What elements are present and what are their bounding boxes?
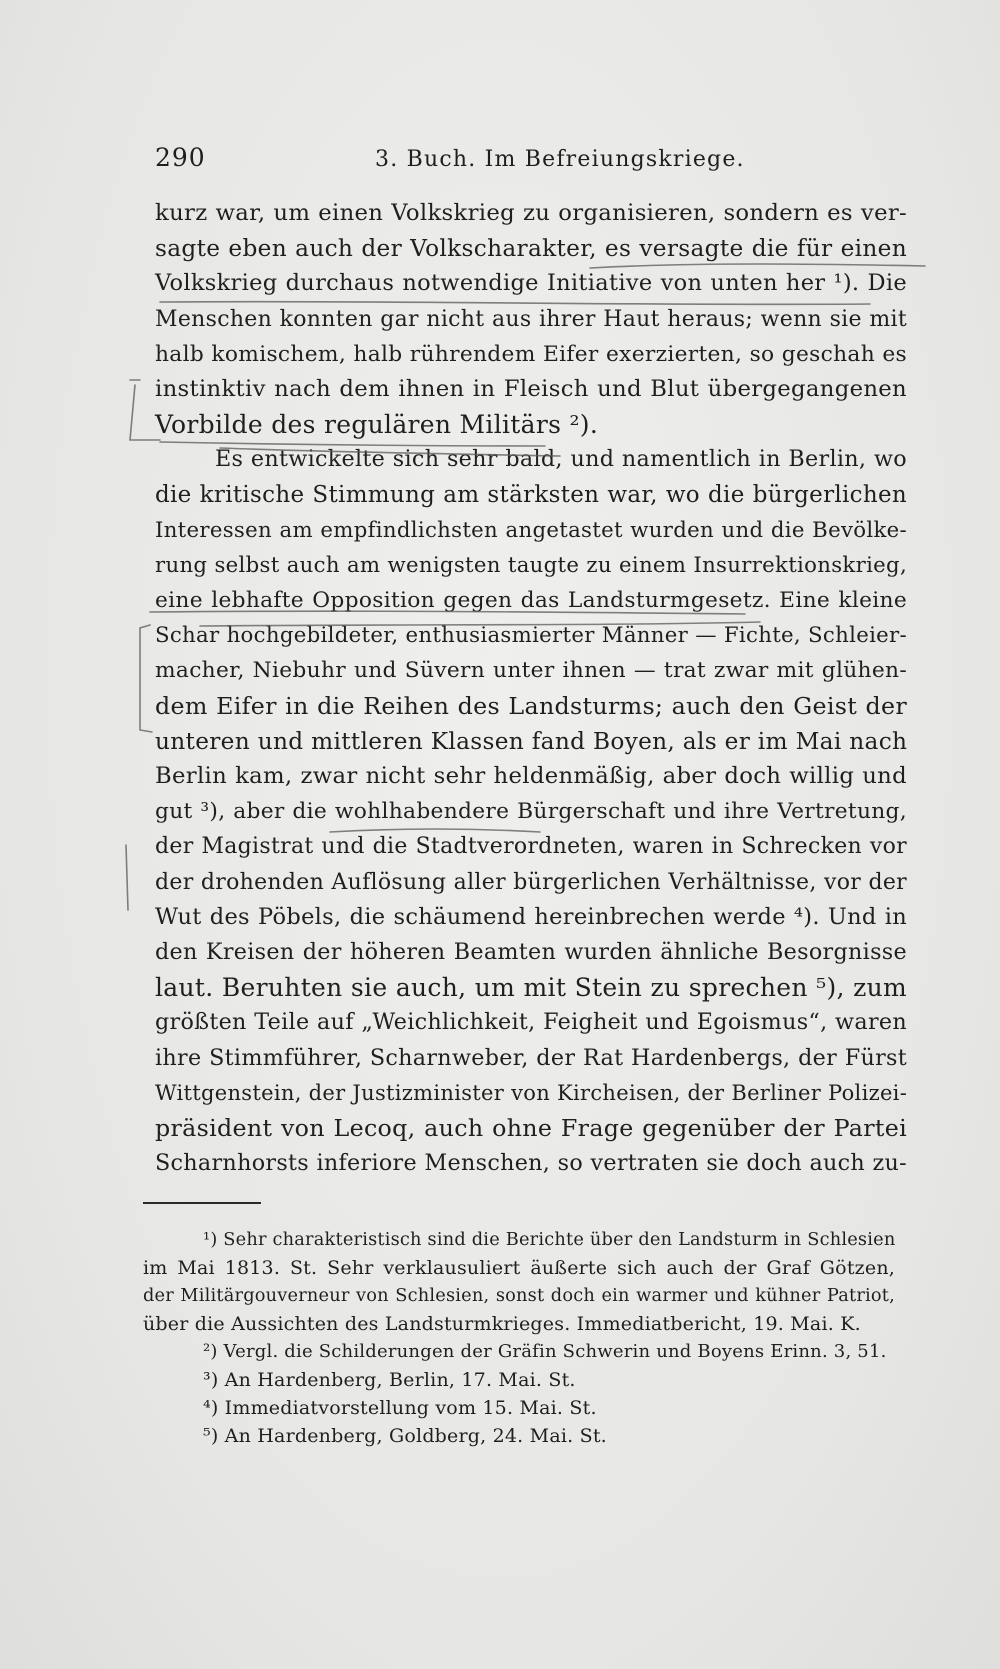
text-line: rung selbst auch am wenigsten taugte zu einem Insurrektionskrieg, [155,552,907,578]
text-line: Berlin kam, zwar nicht sehr heldenmäßig, aber doch willig und [155,763,907,789]
pencil-margin-line [126,845,128,910]
footnote-line: ²) Vergl. die Schilderungen der Gräfin Schwerin und Boyens Erinn. 3, 51. [203,1341,887,1362]
text-line: Vorbilde des regulären Militärs ²). [155,410,599,440]
text-line: präsident von Lecoq, auch ohne Frage gegenüber der Partei [155,1113,907,1142]
body-text [155,196,907,1181]
text-line: kurz war, um einen Volkskrieg zu organisieren, sondern es ver- [155,200,907,226]
text-line: Wut des Pöbels, die schäumend hereinbrechen werde ⁴). Und in [155,903,907,930]
text-line: Interessen am empfindlichsten angetastet wurden und die Bevölke- [155,517,907,543]
footnote-line: ⁵) An Hardenberg, Goldberg, 24. Mai. St. [203,1425,607,1447]
footnotes [143,1226,895,1450]
footnote-line: über die Aussichten des Landsturmkrieges. Immediatbericht, 19. Mai. K. [143,1313,861,1335]
text-line: Volkskrieg durchaus notwendige Initiative von unten her ¹). Die [155,270,907,297]
footnote-line: im Mai 1813. St. Sehr verklausuliert äußerte sich auch der Graf Götzen, [143,1257,895,1279]
text-line: Schar hochgebildeter, enthusiasmierter Männer — Fichte, Schleier- [155,623,907,649]
text-line: eine lebhafte Opposition gegen das Landsturmgesetz. Eine kleine [155,588,907,614]
text-line: größten Teile auf „Weichlichkeit, Feigheit und Egoismus“, waren [155,1009,907,1036]
text-line: sagte eben auch der Volkscharakter, es versagte die für einen [155,235,907,263]
footnote-line: der Militärgouverneur von Schlesien, sonst doch ein warmer und kühner Patriot, [143,1286,895,1306]
text-line: macher, Niebuhr und Süvern unter ihnen — trat zwar mit glühen- [155,658,907,684]
text-line: Wittgenstein, der Justizminister von Kircheisen, der Berliner Polizei- [155,1080,908,1105]
text-line: unteren und mittleren Klassen fand Boyen, als er im Mai nach [155,727,908,755]
text-line: die kritische Stimmung am stärksten war, wo die bürgerlichen [155,481,907,508]
page-number: 290 [155,143,206,172]
footnote-line: ³) An Hardenberg, Berlin, 17. Mai. St. [203,1369,576,1391]
text-line: halb komischem, halb rührendem Eifer exerzierten, so geschah es [155,341,907,367]
text-line: laut. Beruhten sie auch, um mit Stein zu sprechen ⁵), zum [155,973,907,1003]
footnote-divider [143,1202,261,1204]
text-line: den Kreisen der höheren Beamten wurden ähnliche Besorgnisse [155,938,907,965]
text-line: Menschen konnten gar nicht aus ihrer Haut heraus; wenn sie mit [155,306,907,332]
text-line: gut ³), aber die wohlhabendere Bürgerschaft und ihre Vertretung, [155,799,907,825]
text-line: Es entwickelte sich sehr bald, und namentlich in Berlin, wo [215,446,907,473]
text-line: instinktiv nach dem ihnen in Fleisch und Blut übergegangenen [155,375,907,402]
text-line: der Magistrat und die Stadtverordneten, waren in Schrecken vor [155,834,907,860]
page-header [155,143,907,183]
footnote-line: ⁴) Immediatvorstellung vom 15. Mai. St. [203,1397,597,1419]
text-line: dem Eifer in die Reihen des Landsturms; auch den Geist der [155,691,907,720]
pencil-bracket [140,625,152,732]
text-line: Scharnhorsts inferiore Menschen, so vertraten sie doch auch zu- [155,1150,907,1177]
text-line: ihre Stimmführer, Scharnweber, der Rat Hardenbergs, der Fürst [155,1044,907,1071]
running-head: 3. Buch. Im Befreiungskriege. [375,147,745,172]
text-line: der drohenden Auflösung aller bürgerlichen Verhältnisse, vor der [155,869,907,895]
footnote-line: ¹) Sehr charakteristisch sind die Berichte über den Landsturm in Schlesien [203,1230,896,1250]
